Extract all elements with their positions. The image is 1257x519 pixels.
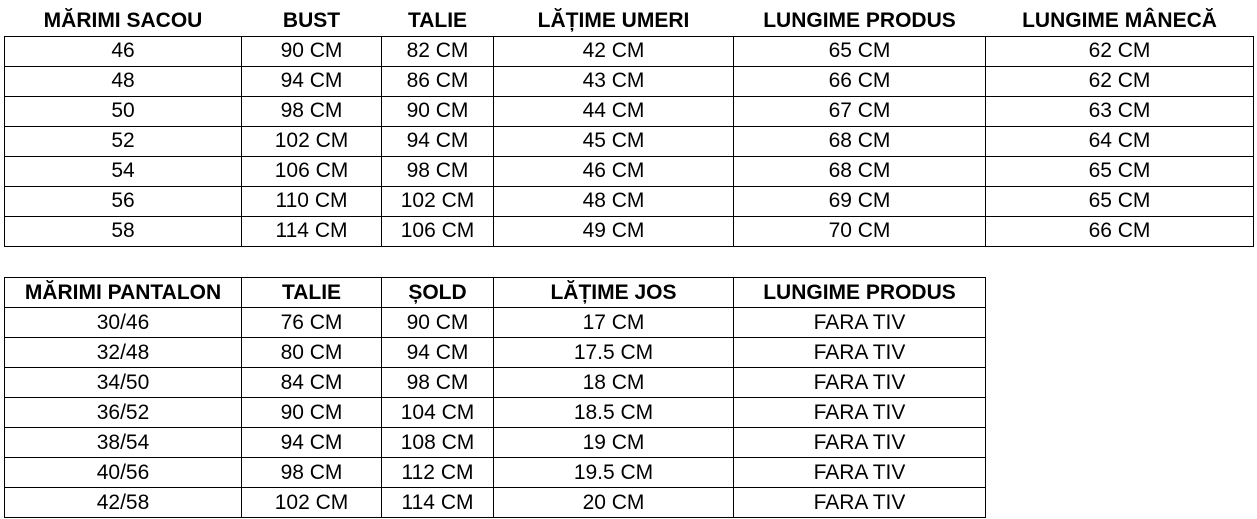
table-cell: 98 CM: [242, 458, 382, 488]
table-cell: 98 CM: [382, 156, 494, 186]
table-header-row: [5, 278, 986, 308]
table-cell: 90 CM: [382, 96, 494, 126]
table-cell: 65 CM: [734, 36, 986, 66]
table-cell: 54: [5, 156, 242, 186]
table-cell: 90 CM: [382, 308, 494, 338]
table-cell: 64 CM: [986, 126, 1254, 156]
table-cell: 62 CM: [986, 36, 1254, 66]
table-header-row: [5, 6, 1254, 36]
table-cell: 106 CM: [242, 156, 382, 186]
header-cell: TALIE: [242, 278, 382, 308]
table-cell: 65 CM: [986, 156, 1254, 186]
table-cell: 90 CM: [242, 398, 382, 428]
table-cell: 18 CM: [494, 368, 734, 398]
header-cell: LĂȚIME JOS: [494, 278, 734, 308]
table-cell: 46: [5, 36, 242, 66]
table-row: [5, 398, 986, 428]
table-cell: 98 CM: [242, 96, 382, 126]
table-cell: FARA TIV: [734, 308, 986, 338]
table-cell: 44 CM: [494, 96, 734, 126]
table-cell: 36/52: [5, 398, 242, 428]
table-cell: 110 CM: [242, 186, 382, 216]
table-cell: 102 CM: [382, 186, 494, 216]
table-row: [5, 36, 1254, 66]
table-cell: 76 CM: [242, 308, 382, 338]
table-row: [5, 338, 986, 368]
table-cell: 69 CM: [734, 186, 986, 216]
table-cell: 68 CM: [734, 156, 986, 186]
header-cell: MĂRIMI SACOU: [5, 6, 242, 36]
table-cell: 34/50: [5, 368, 242, 398]
table-cell: 84 CM: [242, 368, 382, 398]
table-cell: 38/54: [5, 428, 242, 458]
table-cell: 66 CM: [734, 66, 986, 96]
table-cell: 48: [5, 66, 242, 96]
table-cell: 56: [5, 186, 242, 216]
table-cell: 46 CM: [494, 156, 734, 186]
table-cell: 40/56: [5, 458, 242, 488]
table-row: [5, 96, 1254, 126]
table-cell: 68 CM: [734, 126, 986, 156]
table-cell: 32/48: [5, 338, 242, 368]
size-table-pantalon: [4, 277, 986, 518]
table-cell: 82 CM: [382, 36, 494, 66]
table-cell: 62 CM: [986, 66, 1254, 96]
table-cell: 65 CM: [986, 186, 1254, 216]
table-cell: 63 CM: [986, 96, 1254, 126]
table-cell: 114 CM: [382, 488, 494, 518]
header-cell: TALIE: [382, 6, 494, 36]
header-cell: LĂȚIME UMERI: [494, 6, 734, 36]
table-cell: 66 CM: [986, 216, 1254, 246]
table-cell: FARA TIV: [734, 368, 986, 398]
table-cell: 114 CM: [242, 216, 382, 246]
table-cell: FARA TIV: [734, 398, 986, 428]
table-cell: 17.5 CM: [494, 338, 734, 368]
table-cell: 45 CM: [494, 126, 734, 156]
table-cell: 20 CM: [494, 488, 734, 518]
table-row: [5, 126, 1254, 156]
table-cell: 67 CM: [734, 96, 986, 126]
table-cell: 43 CM: [494, 66, 734, 96]
table-row: [5, 66, 1254, 96]
table-cell: 94 CM: [242, 428, 382, 458]
table-cell: 18.5 CM: [494, 398, 734, 428]
table-cell: 49 CM: [494, 216, 734, 246]
table-cell: FARA TIV: [734, 338, 986, 368]
table-row: [5, 186, 1254, 216]
table-cell: 112 CM: [382, 458, 494, 488]
table-cell: FARA TIV: [734, 488, 986, 518]
table-cell: 94 CM: [242, 66, 382, 96]
table-cell: 106 CM: [382, 216, 494, 246]
table-row: [5, 458, 986, 488]
table-cell: FARA TIV: [734, 428, 986, 458]
table-row: [5, 308, 986, 338]
table-cell: 94 CM: [382, 338, 494, 368]
table-cell: FARA TIV: [734, 458, 986, 488]
table-cell: 102 CM: [242, 126, 382, 156]
table-row: [5, 156, 1254, 186]
table-cell: 98 CM: [382, 368, 494, 398]
table-cell: 19.5 CM: [494, 458, 734, 488]
table-cell: 30/46: [5, 308, 242, 338]
header-cell: LUNGIME PRODUS: [734, 278, 986, 308]
header-cell: ȘOLD: [382, 278, 494, 308]
table-row: [5, 488, 986, 518]
header-cell: BUST: [242, 6, 382, 36]
table-cell: 90 CM: [242, 36, 382, 66]
table-cell: 80 CM: [242, 338, 382, 368]
table-row: [5, 368, 986, 398]
table-row: [5, 216, 1254, 246]
table-cell: 19 CM: [494, 428, 734, 458]
table-cell: 52: [5, 126, 242, 156]
table-cell: 94 CM: [382, 126, 494, 156]
table-cell: 108 CM: [382, 428, 494, 458]
header-cell: LUNGIME MÂNECĂ: [986, 6, 1254, 36]
table-cell: 50: [5, 96, 242, 126]
table-row: [5, 428, 986, 458]
table-cell: 42/58: [5, 488, 242, 518]
table-cell: 102 CM: [242, 488, 382, 518]
table-cell: 104 CM: [382, 398, 494, 428]
table-cell: 70 CM: [734, 216, 986, 246]
table-cell: 86 CM: [382, 66, 494, 96]
header-cell: LUNGIME PRODUS: [734, 6, 986, 36]
table-cell: 48 CM: [494, 186, 734, 216]
table-cell: 17 CM: [494, 308, 734, 338]
table-cell: 58: [5, 216, 242, 246]
table-cell: 42 CM: [494, 36, 734, 66]
header-cell: MĂRIMI PANTALON: [5, 278, 242, 308]
size-table-sacou: [4, 6, 1254, 247]
